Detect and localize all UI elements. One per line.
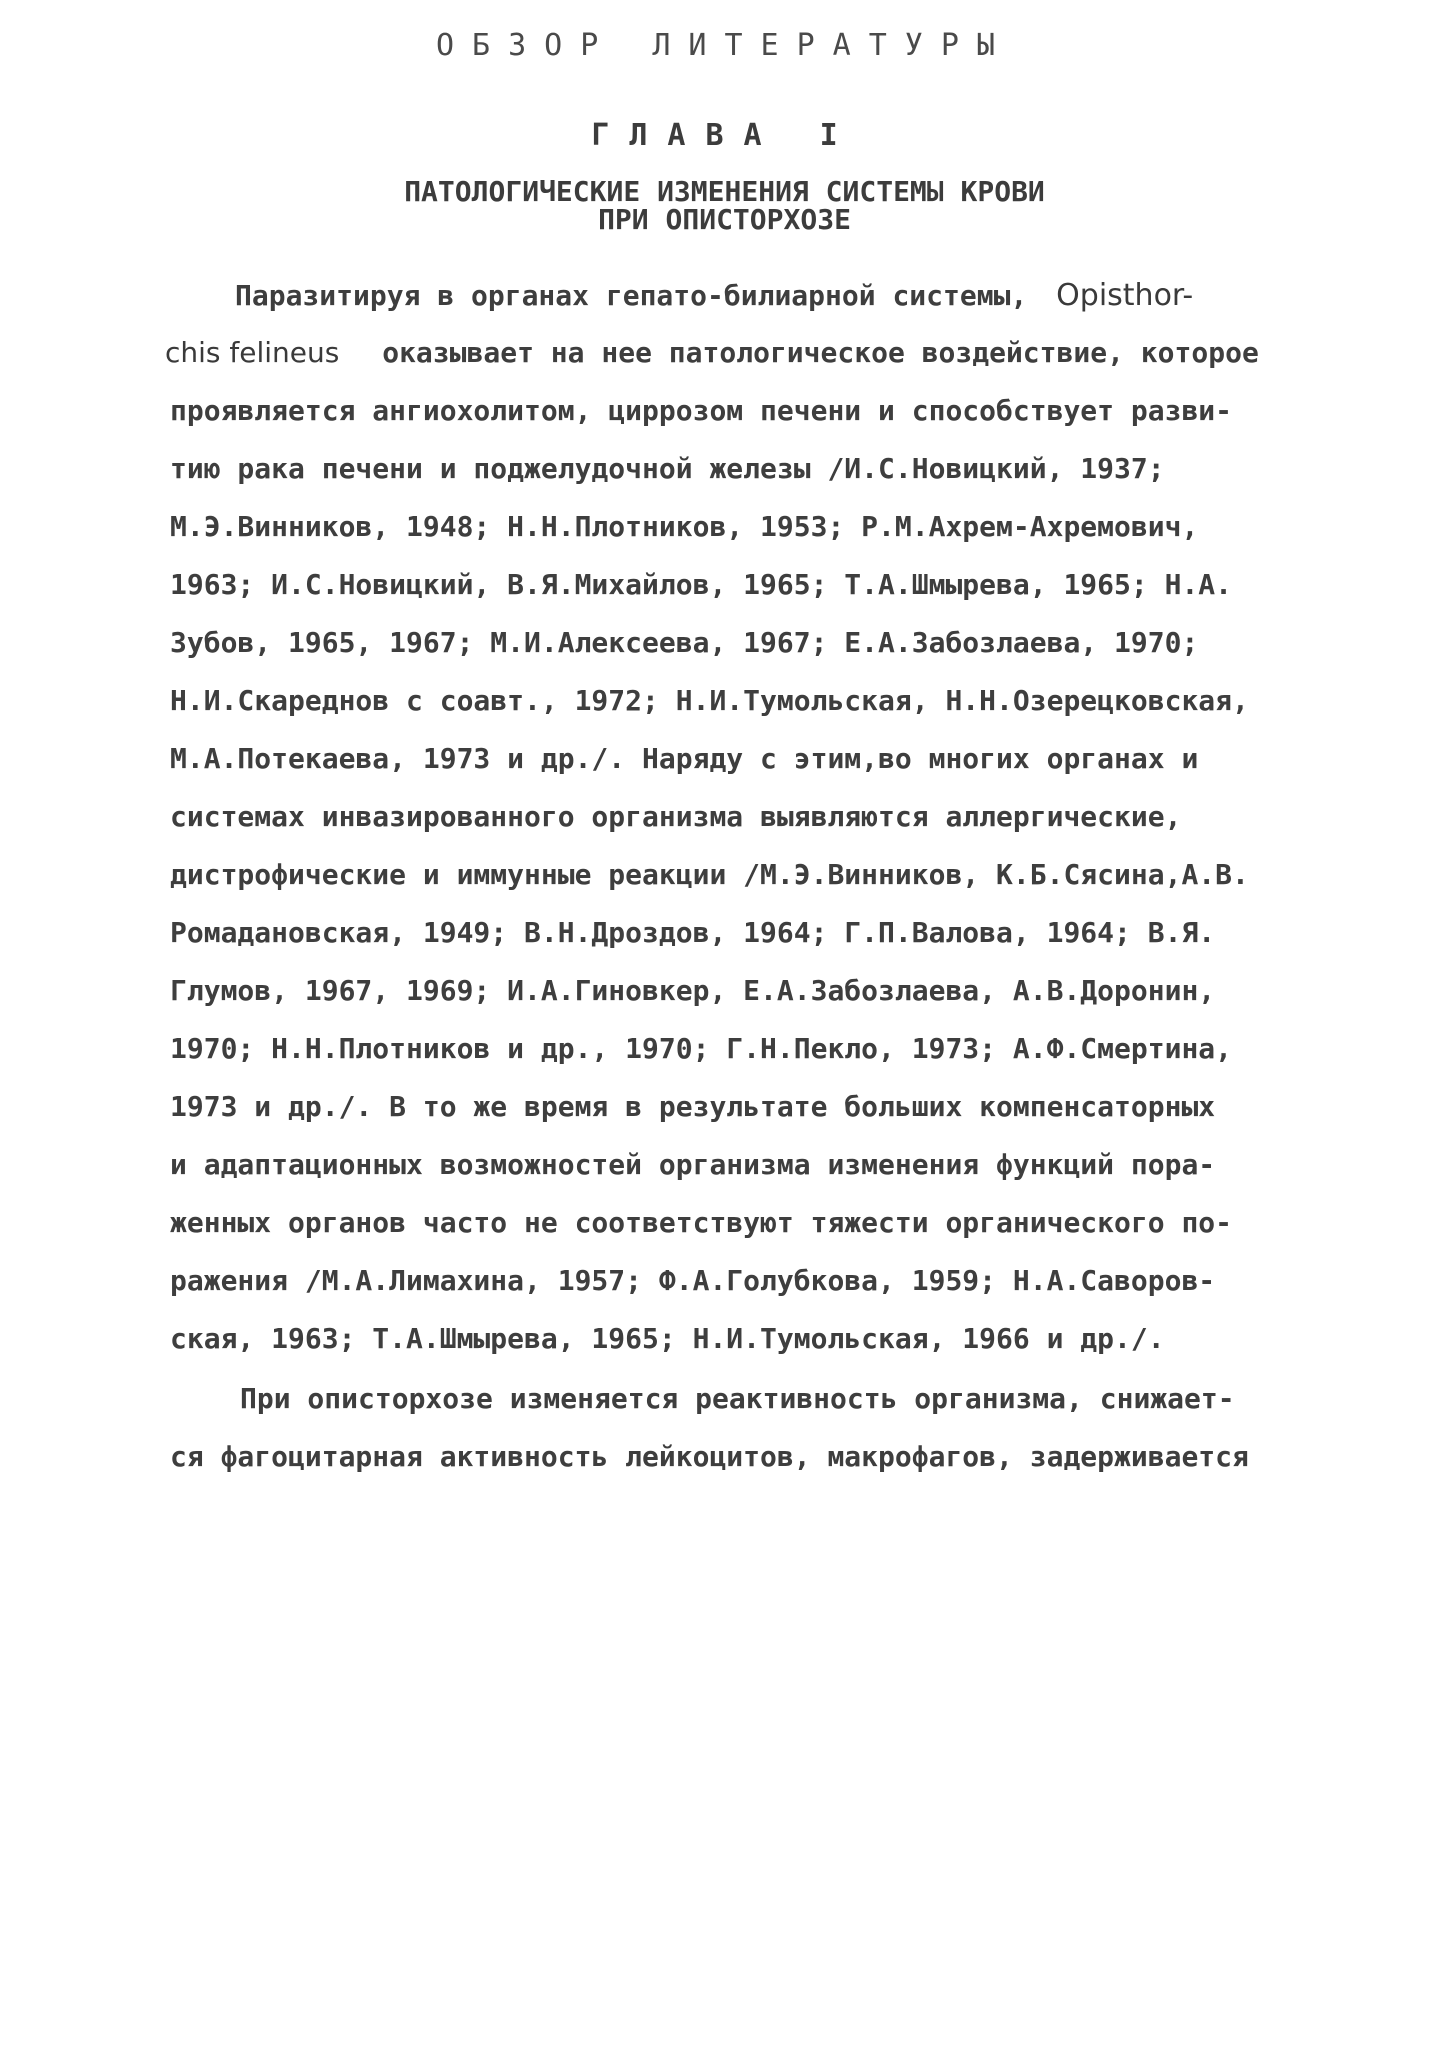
- paragraph-1-line-19: ская, 1963; Т.А.Шмырева, 1965; Н.И.Тумольская, 1966 и др./.: [170, 1322, 1165, 1355]
- chapter-subtitle: [0, 175, 1449, 236]
- paragraph-1-line-7: Зубов, 1965, 1967; М.И.Алексеева, 1967; Е.А.Забозлаева, 1970;: [170, 626, 1199, 659]
- paragraph-1-line-1: [235, 278, 1193, 313]
- paragraph-1-line-18: ражения /М.А.Лимахина, 1957; Ф.А.Голубкова, 1959; Н.А.Саворов-: [170, 1264, 1216, 1297]
- paragraph-1-line-9: М.А.Потекаева, 1973 и др./. Наряду с этим,во многих органах и: [170, 742, 1199, 775]
- paragraph-1-line-4: тию рака печени и поджелудочной железы /И.С.Новицкий, 1937;: [170, 452, 1165, 485]
- paragraph-1-line-2: [165, 336, 1259, 369]
- paragraph-1-line-17: женных органов часто не соответствуют тяжести органического по-: [170, 1206, 1233, 1239]
- paragraph-1-line-3: проявляется ангиохолитом, циррозом печени и способствует разви-: [170, 394, 1233, 427]
- chapter-title: ГЛАВА I: [591, 118, 858, 153]
- latin-species-name-part-2: chis felineus: [165, 336, 340, 369]
- paragraph-1-line-12: Ромадановская, 1949; В.Н.Дроздов, 1964; Г.П.Валова, 1964; В.Я.: [170, 916, 1216, 949]
- paragraph-2-line-2: ся фагоцитарная активность лейкоцитов, макрофагов, задерживается: [170, 1440, 1249, 1473]
- paragraph-1-line-16: и адаптационных возможностей организма изменения функций пора-: [170, 1148, 1216, 1181]
- paragraph-1-line-13: Глумов, 1967, 1969; И.А.Гиновкер, Е.А.Забозлаева, А.В.Доронин,: [170, 974, 1216, 1007]
- paragraph-1-line-5: М.Э.Винников, 1948; Н.Н.Плотников, 1953; Р.М.Ахрем-Ахремович,: [170, 510, 1199, 543]
- paragraph-1-line-2-text: оказывает на нее патологическое воздействие, которое: [382, 336, 1259, 369]
- paragraph-1-line-6: 1963; И.С.Новицкий, В.Я.Михайлов, 1965; Т.А.Шмырева, 1965; Н.А.: [170, 568, 1233, 601]
- chapter-subtitle-line-1: ПАТОЛОГИЧЕСКИЕ ИЗМЕНЕНИЯ СИСТЕМЫ КРОВИ: [404, 175, 1045, 208]
- chapter-subtitle-line-2: ПРИ ОПИСТОРХОЗЕ: [598, 203, 851, 236]
- paragraph-1-line-8: Н.И.Скареднов с соавт., 1972; Н.И.Тумольская, Н.Н.Озерецковская,: [170, 684, 1249, 717]
- paragraph-1-line-10: системах инвазированного организма выявляются аллергические,: [170, 800, 1182, 833]
- paragraph-1-line-15: 1973 и др./. В то же время в результате больших компенсаторных: [170, 1090, 1216, 1123]
- paragraph-1-line-14: 1970; Н.Н.Плотников и др., 1970; Г.Н.Пекло, 1973; А.Ф.Смертина,: [170, 1032, 1233, 1065]
- paragraph-2-line-1: При описторхозе изменяется реактивность организма, снижает-: [240, 1382, 1235, 1415]
- paragraph-1-line-11: дистрофические и иммунные реакции /М.Э.Винников, К.Б.Сясина,А.В.: [170, 858, 1249, 891]
- section-title: ОБЗОР ЛИТЕРАТУРЫ: [436, 28, 1013, 63]
- paragraph-1-line-1-text: Паразитируя в органах гепато-билиарной системы,: [235, 279, 1028, 312]
- latin-species-name-part-1: Opisthor-: [1056, 278, 1194, 313]
